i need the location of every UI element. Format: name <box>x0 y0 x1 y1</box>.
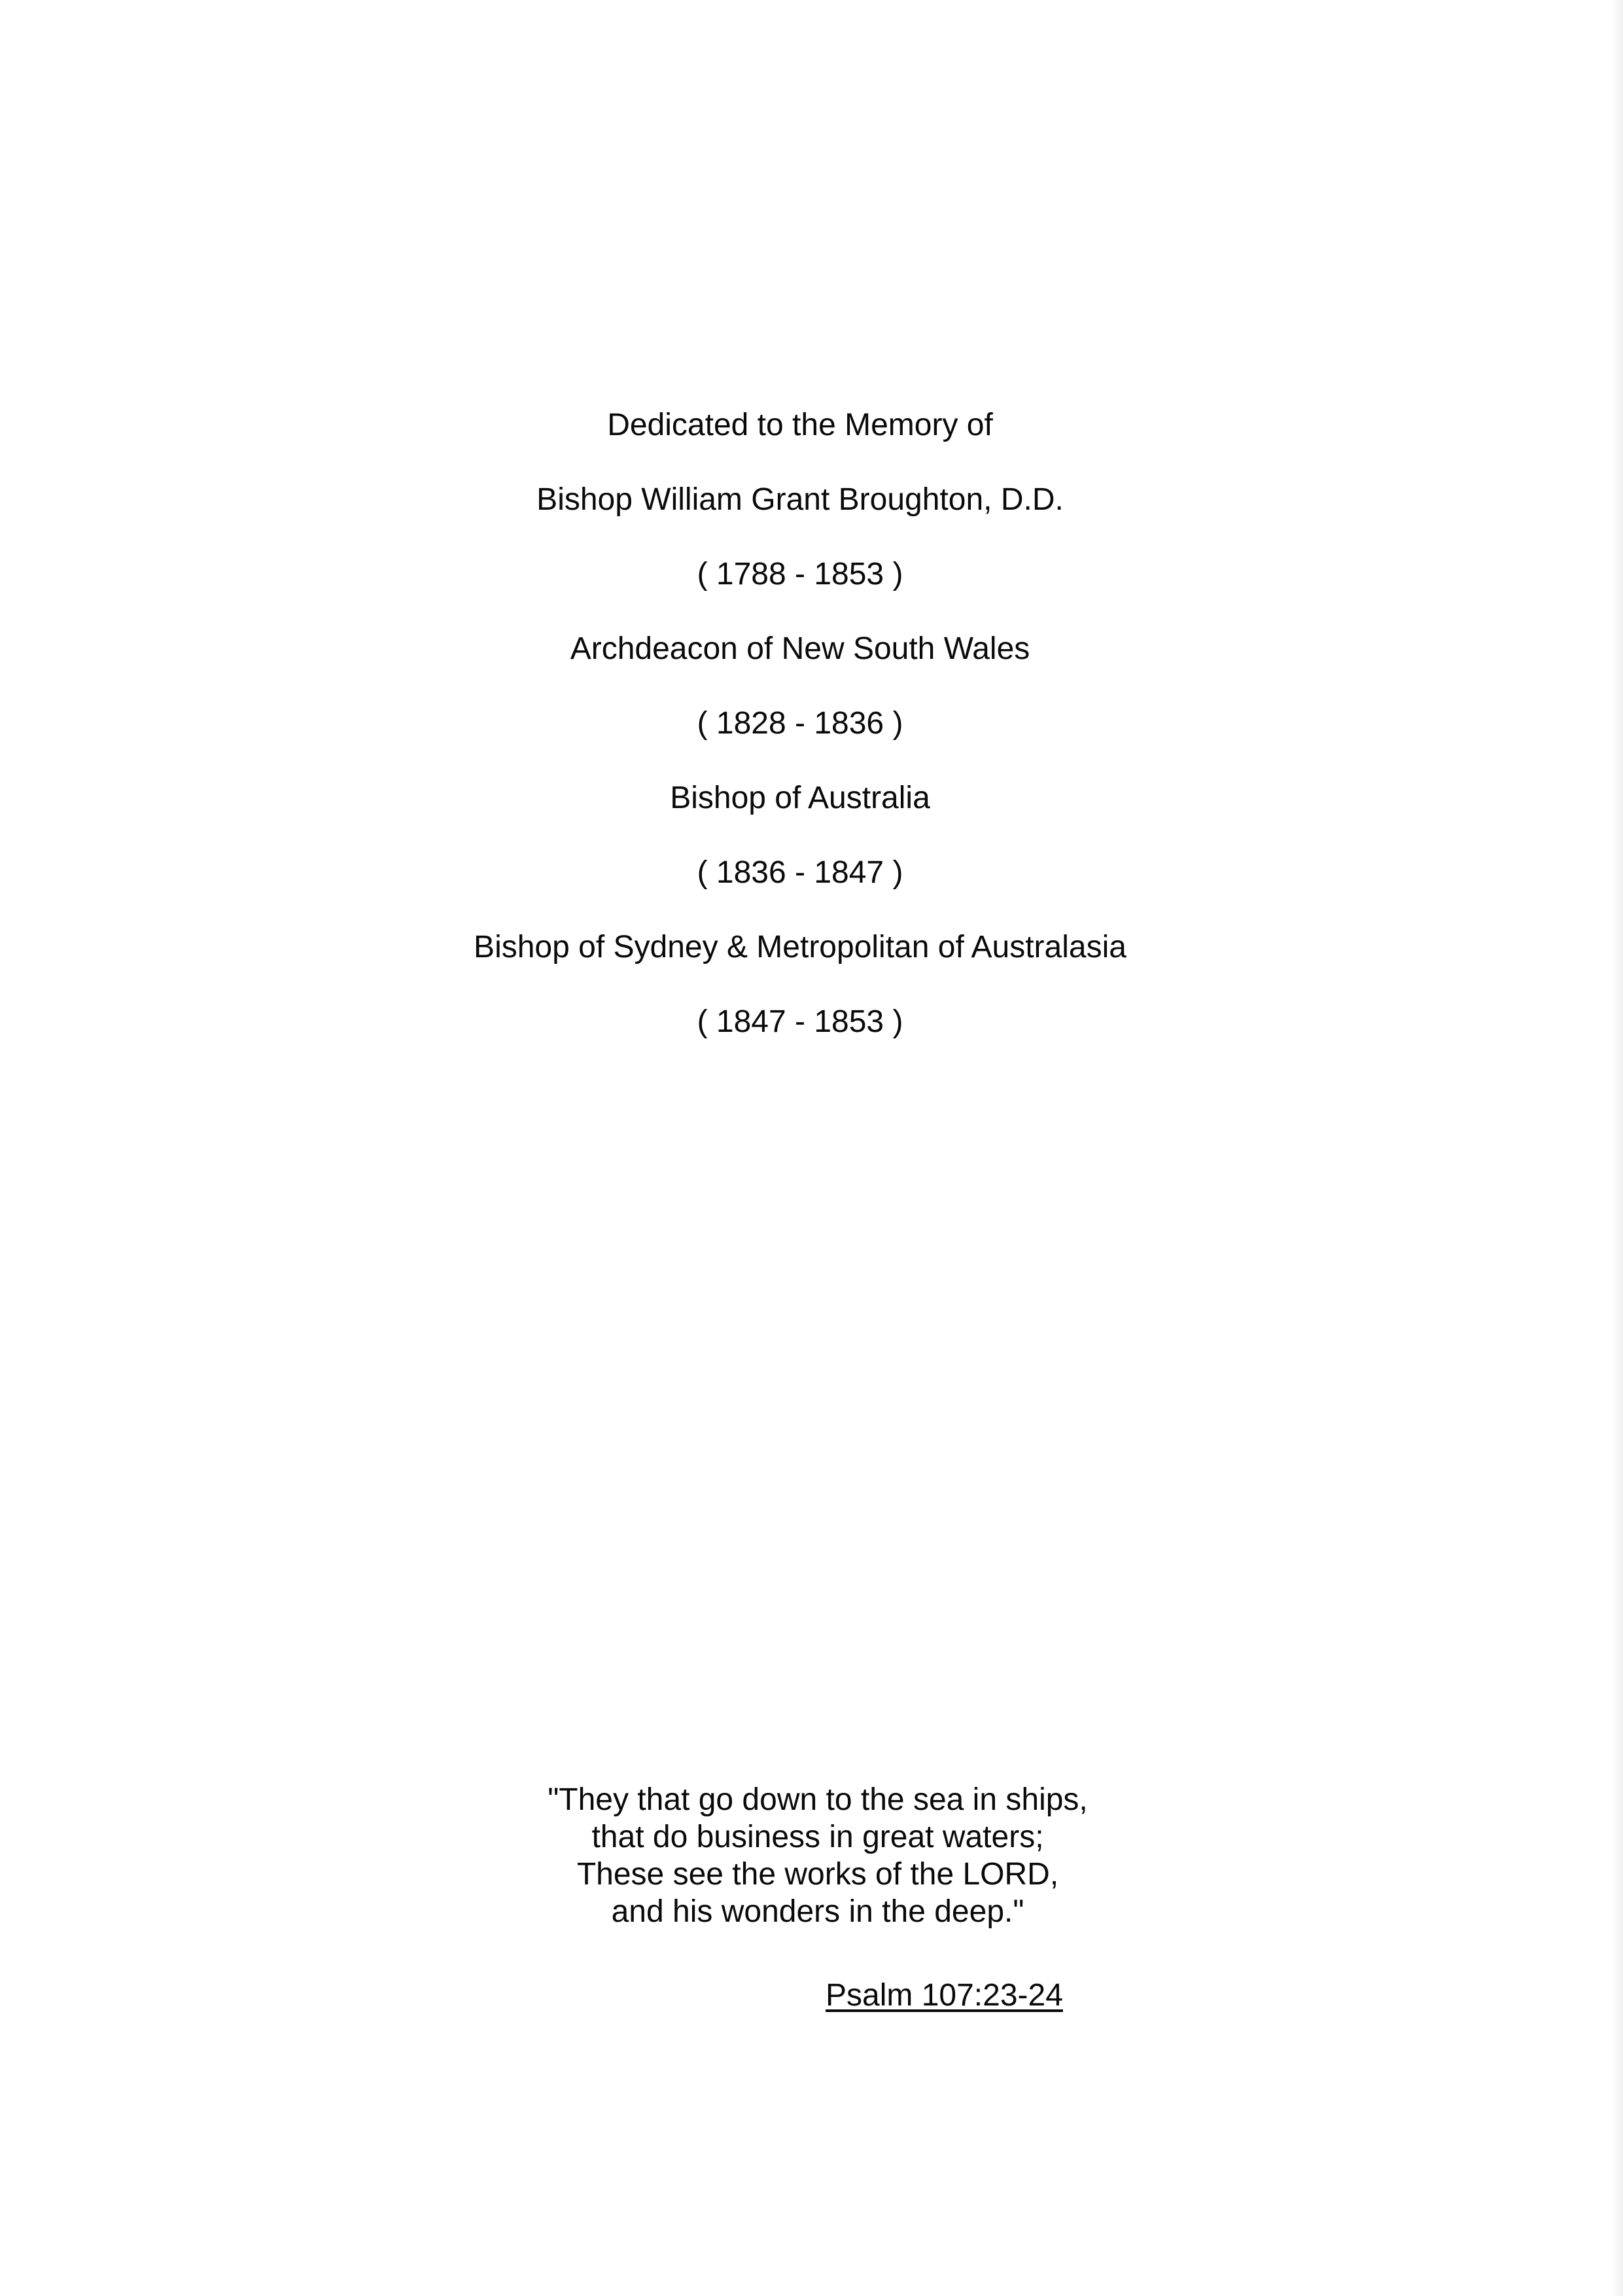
page-edge-shadow <box>1611 0 1623 2296</box>
quote-line-2: that do business in great waters; <box>591 1820 1044 1854</box>
dedication-archdeacon-years: ( 1828 - 1836 ) <box>697 706 903 741</box>
dedication-role-bishop-australia: Bishop of Australia <box>670 781 930 815</box>
quote-line-1: "They that go down to the sea in ships, <box>548 1782 1088 1817</box>
dedication-bishop-australia-years: ( 1836 - 1847 ) <box>697 855 903 890</box>
dedication-bishop-sydney-years: ( 1847 - 1853 ) <box>697 1004 903 1039</box>
quote-line-3: These see the works of the LORD, <box>576 1857 1059 1892</box>
scripture-citation: Psalm 107:23-24 <box>826 1978 1063 2013</box>
scripture-quote <box>536 1781 1099 1930</box>
dedication-name: Bishop William Grant Broughton, D.D. <box>536 482 1064 517</box>
quote-line-4: and his wonders in the deep." <box>611 1894 1024 1929</box>
dedication-role-bishop-sydney: Bishop of Sydney & Metropolitan of Australasia <box>474 930 1126 964</box>
dedication-lifespan: ( 1788 - 1853 ) <box>697 557 903 592</box>
dedication-heading: Dedicated to the Memory of <box>607 408 993 442</box>
dedication-role-archdeacon: Archdeacon of New South Wales <box>570 631 1030 666</box>
